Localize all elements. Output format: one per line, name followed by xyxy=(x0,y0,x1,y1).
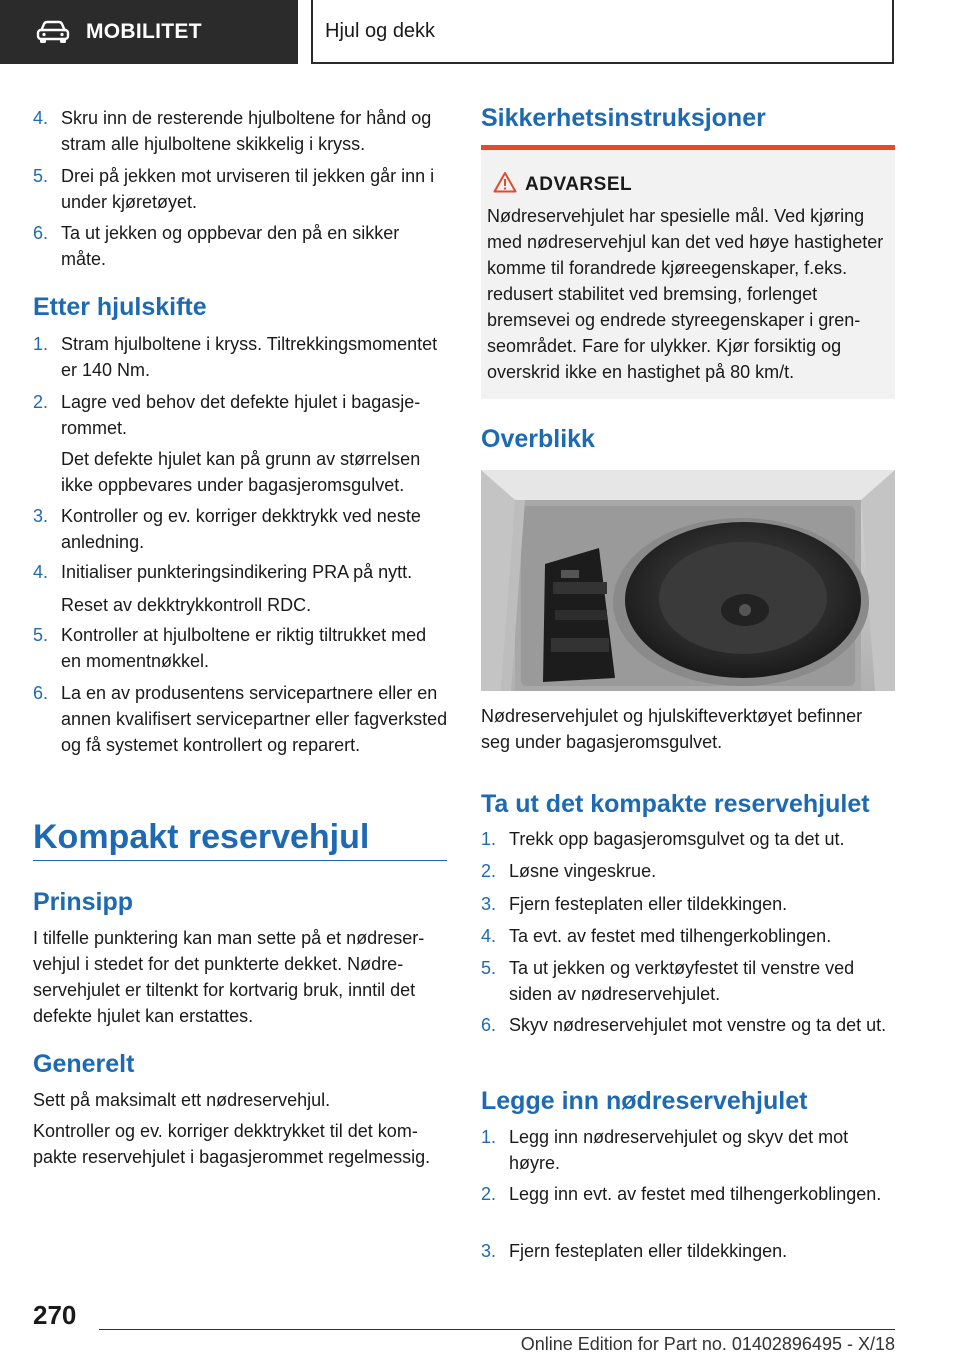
heading-etter-hjulskifte: Etter hjulskifte xyxy=(33,293,207,321)
warning-label: ADVARSEL xyxy=(525,174,633,195)
paragraph: I tilfelle punktering kan man sette på et nødreservehjul i stedet for det punkterte dekket. Nødreservehjulet er tiltenkt for kortvarig bruk, inntil det defekte hjulet kan erstattes. xyxy=(33,928,425,1026)
main-heading: Kompakt reservehjul xyxy=(33,818,370,856)
heading-ta-ut: Ta ut det kompakte reservehjulet xyxy=(481,790,870,818)
warning-box xyxy=(481,145,895,399)
footer-rule xyxy=(99,1329,895,1330)
heading-rule xyxy=(33,860,447,861)
paragraph: Sett på maksimalt ett nødreservehjul. xyxy=(33,1090,331,1110)
heading-overblikk: Overblikk xyxy=(481,425,595,453)
heading-sikkerhet: Sikkerhetsinstruksjoner xyxy=(481,104,766,132)
section-title: MOBILITET xyxy=(86,20,202,43)
warning-triangle-icon xyxy=(493,171,517,193)
car-icon xyxy=(36,20,70,44)
section-tab xyxy=(0,0,298,64)
trunk-spare-wheel-photo xyxy=(481,470,895,691)
paragraph: Kontroller og ev. korriger dekktrykket til det kompakte reservehjulet i bagasjerommet regelmessig. xyxy=(33,1121,431,1167)
heading-legge-inn: Legge inn nødreservehjulet xyxy=(481,1087,808,1115)
chapter-tab xyxy=(311,0,894,64)
heading-prinsipp: Prinsipp xyxy=(33,888,134,916)
photo-caption: Nødreservehjulet og hjulskifteverktøyet befinner seg under bagasjeromsgulvet. xyxy=(481,706,863,752)
warning-bar xyxy=(481,145,895,150)
warning-text: Nødreservehjulet har spesielle mål. Ved kjøring med nødreservehjul kan det ved høye hastigheter komme til forandrede kjøreegenskaper, f.eks. redusert stabilitet ved bremsing, forlenget bremsevei og endrede styreegenskaper i grenseområdet. Fare for ulykker. Kjør forsiktig og overskrid ikke en hastighet på 80 km/t. xyxy=(487,206,884,382)
page-number: 270 xyxy=(33,1300,77,1330)
chapter-title: Hjul og dekk xyxy=(325,20,436,42)
heading-generelt: Generelt xyxy=(33,1050,135,1078)
footer-edition: Online Edition for Part no. 01402896495 - X/18 xyxy=(520,1334,895,1354)
